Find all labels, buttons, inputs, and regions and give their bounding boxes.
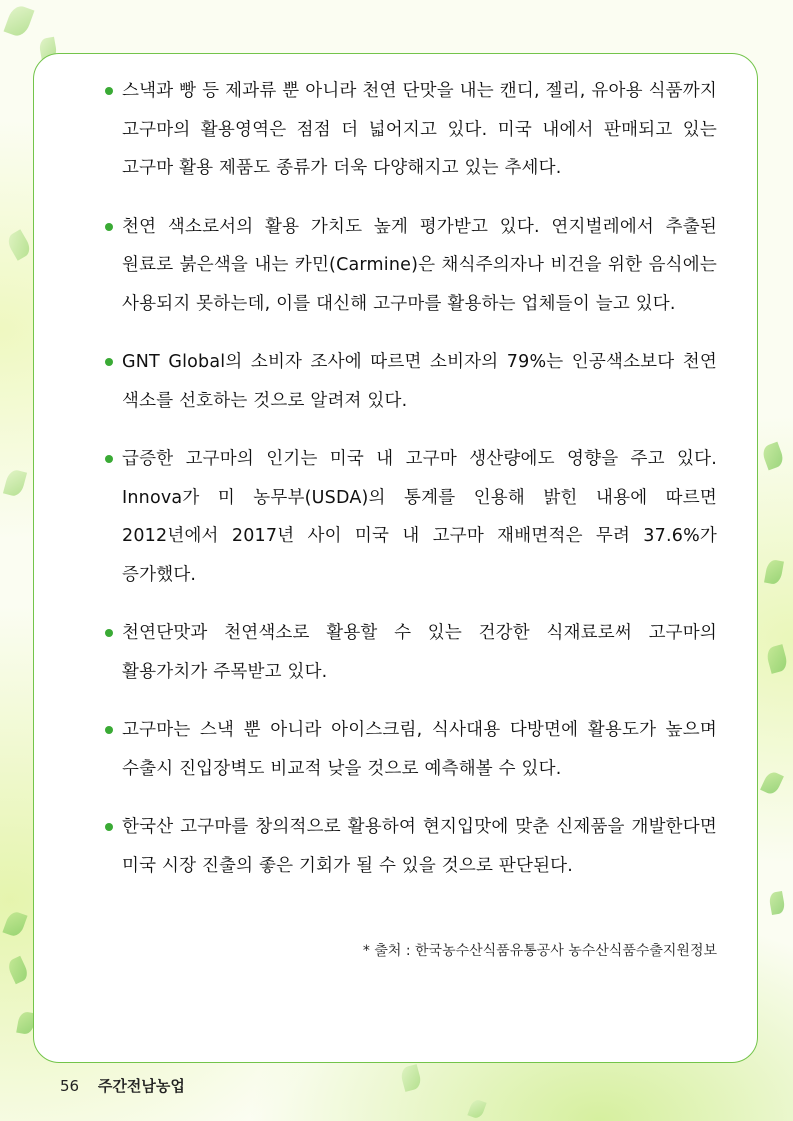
source-citation: * 출처 : 한국농수산식품유통공사 농수산식품수출지원정보 bbox=[362, 943, 717, 959]
list-item bbox=[122, 72, 717, 188]
leaf-decoration bbox=[4, 3, 35, 39]
leaf-decoration bbox=[760, 770, 784, 797]
list-item-text: 고구마는 스낵 뿐 아니라 아이스크림, 식사대용 다방면에 활용도가 높으며 수출시 진입장벽도 비교적 낮을 것으로 예측해볼 수 있다. bbox=[122, 720, 717, 779]
list-item-text: 천연 색소로서의 활용 가치도 높게 평가받고 있다. 연지벌레에서 추출된 원료로 붉은색을 내는 카민(Carmine)은 채식주의자나 비건을 위한 음식에는 사용되지 못하는데, 이를 대신해 고구마를 활용하는 업체들이 늘고 있다. bbox=[122, 216, 717, 314]
leaf-decoration bbox=[765, 644, 789, 674]
leaf-decoration bbox=[3, 468, 27, 498]
bullet-dot-icon bbox=[105, 726, 113, 734]
leaf-decoration bbox=[399, 1064, 423, 1092]
bullet-list bbox=[34, 72, 757, 905]
bullet-dot-icon bbox=[105, 629, 113, 637]
bullet-dot-icon bbox=[105, 455, 113, 463]
leaf-decoration bbox=[760, 442, 785, 471]
leaf-decoration bbox=[768, 891, 786, 915]
leaf-decoration bbox=[2, 910, 27, 939]
list-item-text: 급증한 고구마의 인기는 미국 내 고구마 생산량에도 영향을 주고 있다. Innova가 미 농무부(USDA)의 통계를 인용해 밝힌 내용에 따르면 2012년에서 2017년 사이 미국 내 고구마 재배면적은 무려 37.6%가 증가했다. bbox=[122, 449, 717, 585]
leaf-decoration bbox=[6, 956, 31, 985]
list-item bbox=[122, 614, 717, 691]
bullet-dot-icon bbox=[105, 823, 113, 831]
leaf-decoration bbox=[467, 1098, 486, 1120]
list-item bbox=[122, 208, 717, 324]
list-item bbox=[122, 440, 717, 594]
bullet-dot-icon bbox=[105, 87, 113, 95]
content-panel bbox=[33, 53, 758, 1063]
leaf-decoration bbox=[764, 559, 784, 585]
list-item-text: 스낵과 빵 등 제과류 뿐 아니라 천연 단맛을 내는 캔디, 젤리, 유아용 식품까지 고구마의 활용영역은 점점 더 넓어지고 있다. 미국 내에서 판매되고 있는 고구마 활용 제품도 종류가 더욱 다양해지고 있는 추세다. bbox=[122, 81, 717, 178]
list-item-text: GNT Global의 소비자 조사에 따르면 소비자의 79%는 인공색소보다 천연 색소를 선호하는 것으로 알려져 있다. bbox=[122, 352, 717, 411]
leaf-decoration bbox=[5, 229, 34, 261]
list-item bbox=[122, 808, 717, 885]
list-item-text: 천연단맛과 천연색소로 활용할 수 있는 건강한 식재료로써 고구마의 활용가치가 주목받고 있다. bbox=[122, 623, 717, 682]
magazine-title: 주간전남농업 bbox=[97, 1077, 185, 1095]
list-item-text: 한국산 고구마를 창의적으로 활용하여 현지입맛에 맞춘 신제품을 개발한다면 미국 시장 진출의 좋은 기회가 될 수 있을 것으로 판단된다. bbox=[122, 817, 717, 876]
page-number: 56 bbox=[60, 1077, 80, 1095]
list-item bbox=[122, 343, 717, 420]
page-footer bbox=[60, 1075, 185, 1096]
bullet-dot-icon bbox=[105, 358, 113, 366]
list-item bbox=[122, 711, 717, 788]
bullet-dot-icon bbox=[105, 223, 113, 231]
